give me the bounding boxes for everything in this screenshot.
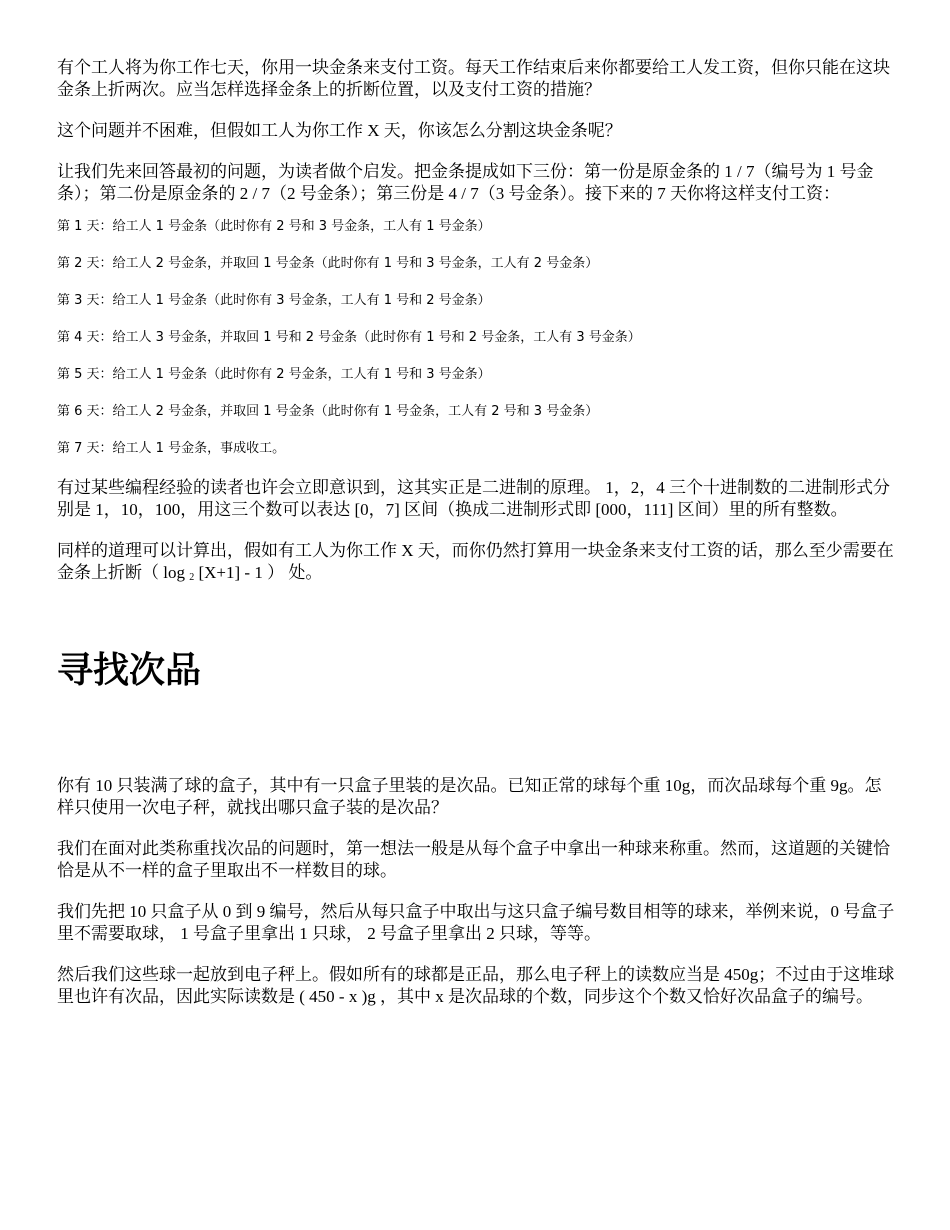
section-title: 寻找次品 [57,650,202,691]
day-3-line: 第 3 天：给工人 1 号金条（此时你有 3 号金条，工人有 1 号和 2 号金条） [57,293,491,308]
binary-paragraph: 有过某些编程经验的读者也许会立即意识到，这其实正是二进制的原理。 1，2，4 三个十进制数的二进制形式分别是 1，10，100，用这三个数可以表达 [0，7] 区间（换成二进制形式即 [000，111] 区间）里的所有整数。 [57,478,890,519]
day-1-line: 第 1 天：给工人 1 号金条（此时你有 2 号和 3 号金条，工人有 1 号金条） [57,219,491,234]
scale-reading-paragraph: 然后我们这些球一起放到电子秤上。假如所有的球都是正品，那么电子秤上的读数应当是 450g；不过由于这堆球里也许有次品，因此实际读数是 ( 450 - x )g ，其中 x 是次品球的个数，同步这个个数又恰好次品盒子的编号。 [57,965,895,1006]
formula-text-after: [X+1] - 1 ） 处。 [194,563,323,582]
question-x-paragraph: 这个问题并不困难，但假如工人为你工作 X 天，你该怎么分割这块金条呢？ [57,121,622,140]
formula-text-before: 同样的道理可以计算出，假如有工人为你工作 X 天，而你仍然打算用一块金条来支付工资的话，那么至少需要在金条上折断（ log [57,541,894,582]
puzzle-paragraph: 有个工人将为你工作七天，你用一块金条来支付工资。每天工作结束后来你都要给工人发工资，但你只能在这块金条上折两次。应当怎样选择金条上的折断位置，以及支付工资的措施？ [57,58,890,99]
weighing-idea-paragraph: 我们在面对此类称重找次品的问题时，第一想法一般是从每个盒子中拿出一种球来称重。然而，这道题的关键恰恰是从不一样的盒子里取出不一样数目的球。 [57,839,890,880]
document-page [57,57,897,1008]
day-7-line: 第 7 天：给工人 1 号金条，事成收工。 [57,441,286,456]
boxes-problem-paragraph: 你有 10 只装满了球的盒子，其中有一只盒子里装的是次品。已知正常的球每个重 10g，而次品球每个重 9g。怎样只使用一次电子秤，就找出哪只盒子装的是次品？ [57,776,882,817]
day-4-line: 第 4 天：给工人 3 号金条，并取回 1 号和 2 号金条（此时你有 1 号和 2 号金条，工人有 3 号金条） [57,330,641,345]
day-6-line: 第 6 天：给工人 2 号金条，并取回 1 号金条（此时你有 1 号金条，工人有 2 号和 3 号金条） [57,404,599,419]
day-5-line: 第 5 天：给工人 1 号金条（此时你有 2 号金条，工人有 1 号和 3 号金条） [57,367,491,382]
log-base-subscript: 2 [189,572,195,583]
numbering-paragraph: 我们先把 10 只盒子从 0 到 9 编号，然后从每只盒子中取出与这只盒子编号数目相等的球来，举例来说，0 号盒子里不需要取球， 1 号盒子里拿出 1 只球， 2 号盒子里拿出 2 只球，等等。 [57,902,895,943]
formula-paragraph [57,540,897,589]
day-2-line: 第 2 天：给工人 2 号金条，并取回 1 号金条（此时你有 1 号和 3 号金条，工人有 2 号金条） [57,256,599,271]
answer-intro-paragraph: 让我们先来回答最初的问题，为读者做个启发。把金条提成如下三份：第一份是原金条的 1 / 7（编号为 1 号金条）；第二份是原金条的 2 / 7（2 号金条）；第三份是 4 / 7（3 号金条）。接下来的 7 天你将这样支付工资： [57,162,874,203]
